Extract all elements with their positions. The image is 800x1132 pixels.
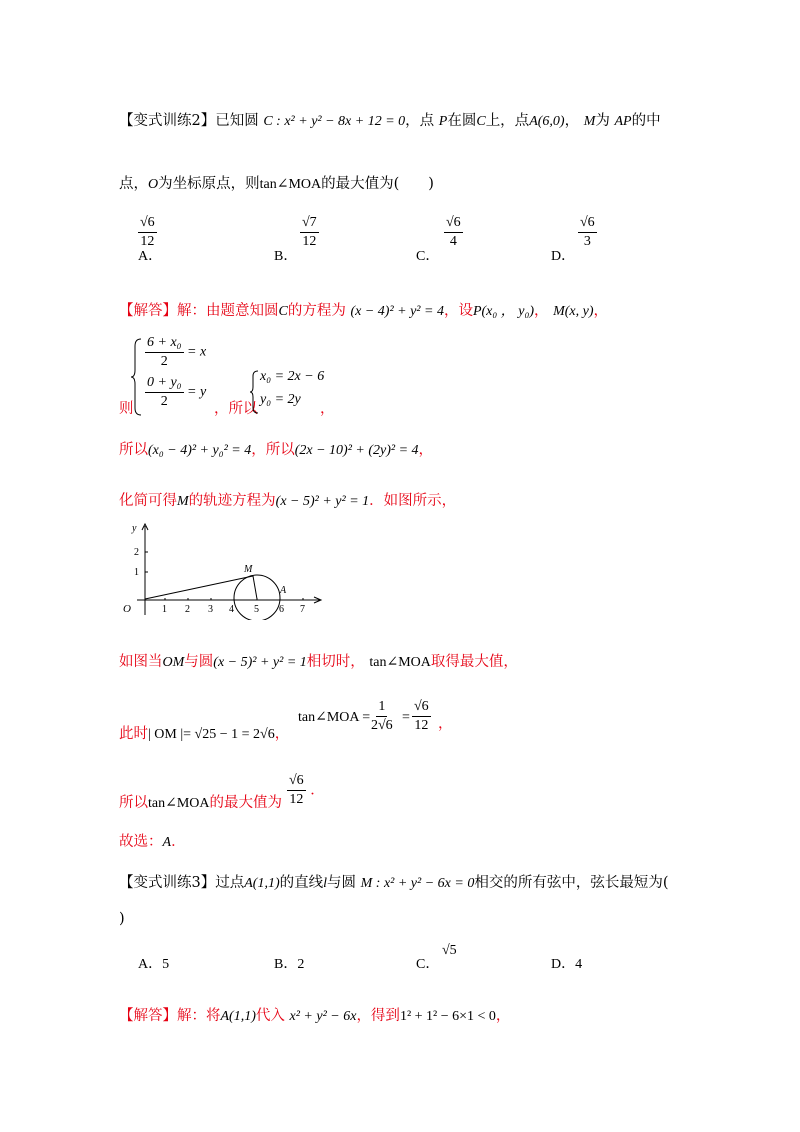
sol2-text: 相切时，	[306, 654, 365, 670]
q2-text: 的最大值为( )	[321, 176, 434, 192]
system-brace	[250, 370, 260, 414]
y-axis-label: y	[132, 523, 137, 534]
fraction	[287, 772, 306, 809]
system-1-row-1	[145, 334, 206, 371]
option-letter: A．	[138, 957, 163, 972]
sol2-text: 的方程为	[287, 303, 346, 319]
sol2-line6	[119, 724, 289, 745]
q3-option-c-value: √5	[442, 943, 457, 958]
fraction-denominator: 12	[302, 234, 317, 249]
sol3-text: 代入	[255, 1008, 285, 1024]
q2-text: 点，	[119, 176, 148, 192]
equation-rhs: = y	[187, 384, 207, 400]
sol3-tag: 【解答】	[119, 1008, 177, 1024]
sol2-line5	[119, 652, 518, 673]
system-2-row-1: x₀ = 2x − 6	[260, 369, 325, 384]
sol3-text: ，	[495, 1008, 511, 1024]
sol2-point-p: P(x₀ ， y₀)	[472, 304, 534, 319]
sol2-segment-om: OM	[162, 655, 185, 670]
fraction-numerator: √7	[300, 214, 319, 233]
fraction	[145, 374, 184, 411]
x-tick-label: 3	[208, 604, 213, 615]
q3-point-a: A(1,1)	[244, 876, 280, 891]
sol2-point-m: M(x, y)	[553, 304, 594, 319]
sol2-line4	[119, 491, 456, 512]
q2-point-m: M	[583, 114, 596, 129]
q3-text: 过点	[215, 875, 245, 891]
option-value: 2	[297, 957, 305, 972]
sol2-text: 所以	[119, 442, 148, 458]
sol2-answer	[119, 832, 186, 853]
sol2-tan-expr: tan∠MOA	[369, 655, 431, 670]
fraction-numerator: √6	[412, 698, 431, 717]
sol2-equation: (2x − 10)² + (2y)² = 4	[294, 443, 419, 458]
system-2-row-2: y₀ = 2y	[260, 392, 301, 407]
sol3-point-a: A(1,1)	[220, 1009, 256, 1024]
q2-option-c-fraction	[444, 214, 463, 251]
q2-origin-o: O	[148, 177, 159, 192]
fraction-numerator: 0 + y₀	[145, 374, 184, 393]
q3-option-a	[138, 955, 169, 975]
q2-line1	[119, 111, 661, 132]
x-tick-label: 2	[185, 604, 190, 615]
sol2-text: 此时	[119, 726, 148, 742]
option-value: 4	[575, 957, 583, 972]
q2-text: 为	[595, 113, 610, 129]
sol2-text: ，所以	[251, 442, 295, 458]
sol2-circle-equation: (x − 4)² + y² = 4	[350, 304, 444, 319]
q2-text: ，	[564, 113, 580, 129]
x-tick-label: 5	[254, 604, 259, 615]
q2-option-d-letter: D．	[551, 249, 576, 264]
q3-option-c	[416, 955, 439, 975]
fraction-denominator: 3	[583, 234, 591, 249]
q2-tag: 【变式训练2】	[119, 113, 216, 129]
sol2-text: 化简可得	[119, 493, 177, 509]
q2-text: 为坐标原点，则	[158, 176, 260, 192]
sol3-text: 解：将	[177, 1008, 221, 1024]
q2-option-b-fraction	[300, 214, 319, 251]
sol2-tan-expr: tan∠MOA	[148, 796, 210, 811]
sol2-max-value	[287, 772, 325, 809]
fraction-numerator: 1	[376, 698, 387, 717]
sol2-equation: (x₀ − 4)² + y₀² = 4	[148, 443, 252, 458]
q2-text: 已知圆	[215, 113, 259, 129]
sol2-text: 与圆	[184, 654, 214, 670]
y-tick-label: 1	[134, 567, 139, 578]
sol2-text: ，	[274, 726, 290, 742]
sol2-text: ．如图所示，	[369, 493, 457, 509]
coordinate-figure	[117, 520, 327, 620]
sol3-expression: x² + y² − 6x	[289, 1009, 357, 1024]
option-letter: D．	[551, 957, 576, 972]
fraction-denominator: 2	[160, 354, 168, 369]
sol2-text: ，	[418, 442, 434, 458]
q2-text: ，点	[405, 113, 435, 129]
sol2-text: 所以	[119, 795, 148, 811]
option-letter: C．	[416, 957, 440, 972]
fraction-denominator: 12	[140, 234, 155, 249]
sol2-text: 如图当	[119, 654, 163, 670]
q2-option-a-fraction	[138, 214, 157, 251]
y-tick-label: 2	[134, 547, 139, 558]
sol2-text: ，	[593, 303, 609, 319]
sol2-then: 则	[119, 401, 134, 417]
x-tick-label: 4	[229, 604, 234, 615]
q3-text: 的直线	[279, 875, 324, 891]
sol2-text: ．	[171, 834, 186, 850]
sol2-trajectory-equation: (x − 5)² + y² = 1	[275, 494, 370, 509]
sol2-text: ，设	[443, 303, 473, 319]
sol3-text: ，得到	[356, 1008, 400, 1024]
radius-cm	[253, 576, 257, 599]
fraction-denominator: 2	[160, 394, 168, 409]
q3-line1	[119, 873, 668, 894]
fraction-denominator: 12	[289, 792, 304, 807]
sol2-text: 故选：	[119, 834, 163, 850]
q3-text: 与圆	[327, 875, 357, 891]
origin-label: O	[123, 603, 131, 615]
sol2-tag: 【解答】	[119, 303, 177, 319]
sol2-text: 解：由题意知圆	[177, 303, 279, 319]
q3-tag: 【变式训练3】	[119, 875, 216, 891]
tan-expr: tan∠MOA =	[298, 710, 371, 725]
x-tick-label: 7	[300, 604, 305, 615]
sol2-so: ，所以	[214, 401, 258, 417]
x-tick-label: 1	[162, 604, 167, 615]
sol2-point-m: M	[177, 494, 189, 509]
q3-line-l: l	[323, 876, 328, 891]
sol3-inequality: 1² + 1² − 6×1 < 0	[399, 1009, 496, 1024]
q3-line2: )	[119, 911, 125, 927]
fraction-denominator: 12	[414, 718, 429, 733]
fraction-numerator: 6 + x₀	[145, 334, 184, 353]
q2-point-p: P	[438, 114, 448, 129]
fraction-numerator: √6	[444, 214, 463, 233]
sol2-circle-c: C	[278, 304, 288, 319]
q2-option-d-fraction	[578, 214, 597, 251]
q2-tan-expr: tan∠MOA	[259, 177, 322, 192]
sol2-line1	[119, 301, 608, 322]
q2-text: 在圆	[447, 113, 477, 129]
q2-line2	[119, 174, 434, 195]
sol2-line3	[119, 440, 433, 461]
sol2-text: ，	[438, 716, 453, 732]
q2-point-a: A(6,0)	[529, 114, 565, 129]
q2-text: 的中	[631, 113, 661, 129]
sol2-text: ．	[310, 782, 325, 799]
option-letter: B．	[274, 957, 298, 972]
fraction-denominator: 4	[449, 234, 457, 249]
fraction	[412, 698, 431, 735]
fraction-numerator: √6	[287, 772, 306, 791]
q2-circle-c: C	[476, 114, 486, 129]
sol2-circle-equation: (x − 5)² + y² = 1	[213, 655, 307, 670]
x-tick-label: 6	[279, 604, 284, 615]
point-a-label: A	[280, 585, 287, 596]
fraction	[371, 698, 393, 735]
sol3-line1	[119, 1006, 510, 1027]
q2-segment-ap: AP	[614, 114, 632, 129]
equation-rhs: = x	[187, 344, 207, 360]
sol2-text: ，	[534, 303, 549, 319]
q2-circle-equation: C : x² + y² − 8x + 12 = 0	[263, 114, 406, 129]
q2-option-c-letter: C．	[416, 249, 440, 264]
q2-text: 上，点	[485, 113, 530, 129]
q2-option-a-letter: A．	[138, 249, 163, 264]
equals-sign: =	[402, 710, 410, 725]
fraction-numerator: √6	[578, 214, 597, 233]
sol2-om-length: | OM |= √25 − 1 = 2√6	[148, 727, 275, 742]
sol2-text: 取得最大值，	[430, 654, 518, 670]
fraction-denominator: 2√6	[371, 718, 393, 733]
sol2-answer-letter: A	[162, 835, 172, 850]
q2-option-b-letter: B．	[274, 249, 298, 264]
q3-text: 相交的所有弦中，弦长最短为(	[474, 875, 669, 891]
system-1-row-2	[145, 374, 206, 411]
sol2-text: 的最大值为	[209, 795, 283, 811]
point-m-label: M	[244, 564, 253, 575]
fraction-numerator: √6	[138, 214, 157, 233]
q3-option-d	[551, 955, 582, 975]
fraction	[145, 334, 184, 371]
option-value: 5	[162, 957, 170, 972]
sol2-line7	[119, 793, 282, 814]
q3-circle-equation: M : x² + y² − 6x = 0	[360, 876, 475, 891]
sol2-text: 的轨迹方程为	[188, 493, 276, 509]
sol2-comma: ，	[320, 401, 335, 417]
q3-option-b	[274, 955, 304, 975]
